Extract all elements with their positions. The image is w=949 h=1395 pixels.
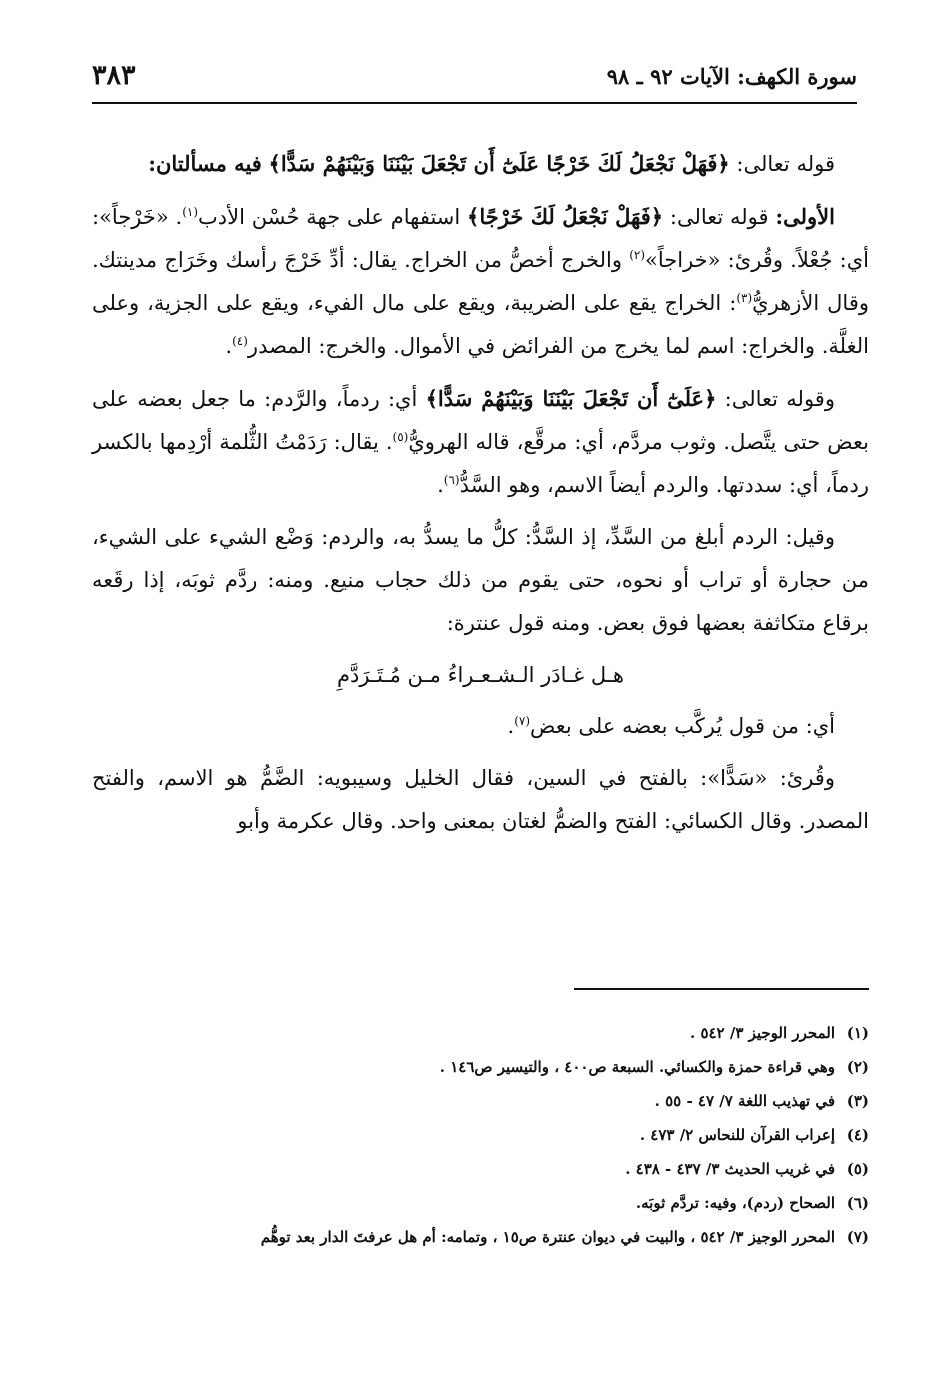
paragraph-5 xyxy=(92,705,869,748)
p2-text: قوله تعالى: xyxy=(669,205,769,229)
paragraph-1 xyxy=(92,142,869,186)
verse-text: هـل غـادَر الـشـعـراءُ مـن مُـتَـرَدَّمِ xyxy=(337,663,624,687)
quran-verse: ﴿فَهَلْ نَجْعَلُ لَكَ خَرْجًا عَلَىٰٓ أَن تَجْعَلَ بَيْنَنَا وَبَيْنَهُمْ سَدًّا﴾ xyxy=(268,151,730,176)
p1-lead: قوله تعالى: xyxy=(736,152,835,176)
footnote xyxy=(92,1220,869,1254)
p4-text: وقيل: الردم أبلغ من السَّدِّ، إذ السَّدُّ: كلُّ ما يسدُّ به، والردم: وَضْع الشيء على الشيء، من حجارة أو تراب أو نحوه، حتى يقوم من ذلك حجاب منيع. ومنه: ردَّم ثوبَه، إذا رقَعه برقاع متكاثفة بعضها فوق بعض. ومنه قول عنترة: xyxy=(92,525,869,635)
footnote-separator xyxy=(574,988,869,990)
paragraph-2 xyxy=(92,195,869,368)
footnote-text: المحرر الوجيز ٣/ ٥٤٢ . xyxy=(689,1024,835,1042)
p3-text: . xyxy=(437,473,444,497)
paragraph-3 xyxy=(92,377,869,507)
p2-lead: الأولى: xyxy=(775,204,835,229)
p3-text: أي: ردماً، والرَّدم: ما جعل بعضه على بعض حتى يتَّصل. وثوب مردَّم، أي: مرقَّع، قاله الهرويُّ xyxy=(92,387,869,454)
footnote xyxy=(92,1084,869,1118)
footnote-number: (٧) xyxy=(846,1228,869,1246)
footnote xyxy=(92,1016,869,1050)
footnote-text: المحرر الوجيز ٣/ ٥٤٢ ، والبيت في ديوان عنترة ص١٥ ، وتمامه: أم هل عرفتَ الدار بعد توهُّم xyxy=(260,1228,835,1246)
p3-text: . يقال: رَدَمْتُ الثُّلمة أرْدِمها بالكسر ردماً، أي: سددتها. والردم أيضاً الاسم، وهو السَّدُّ xyxy=(92,430,869,497)
footnote xyxy=(92,1152,869,1186)
footnote-ref[interactable]: (٦) xyxy=(443,473,460,487)
p2-text: . xyxy=(225,334,233,358)
p2-text: . «خَرْجاً»: أي: جُعْلاً. وقُرئ: «خراجاً» xyxy=(92,205,869,272)
footnote-text: وهي قراءة حمزة والكسائي. السبعة ص٤٠٠ ، والتيسير ص١٤٦ . xyxy=(439,1058,835,1076)
footnote-ref[interactable]: (١) xyxy=(182,205,199,219)
footnote xyxy=(92,1118,869,1152)
p1-tail: فيه مسألتان: xyxy=(148,151,262,176)
footnote-text: في غريب الحديث ٣/ ٤٣٧ - ٤٣٨ . xyxy=(625,1160,835,1178)
p2-text: استفهام على جهة حُسْن الأدب xyxy=(198,205,461,229)
p2-text: والخرج أخصُّ من الخراج. يقال: أدِّ خَرْجَ رأسك وخَرَاج مدينتك. وقال الأزهريُّ xyxy=(92,248,870,315)
paragraph-6 xyxy=(92,757,869,843)
running-title: سورة الكهف: الآيات ٩٢ ـ ٩٨ xyxy=(606,64,857,89)
footnote-number: (٤) xyxy=(846,1126,869,1144)
p3-text: وقوله تعالى: xyxy=(724,387,835,411)
main-text xyxy=(92,142,869,852)
footnote-ref[interactable]: (٣) xyxy=(736,291,753,305)
quran-verse: ﴿عَلَىٰٓ أَن تَجْعَلَ بَيْنَنَا وَبَيْنَهُمْ سَدًّا﴾ xyxy=(425,386,717,411)
footnote-number: (١) xyxy=(846,1024,869,1042)
footnote-number: (٥) xyxy=(846,1160,869,1178)
footnote-ref[interactable]: (٢) xyxy=(629,248,646,262)
poetry-verse xyxy=(92,654,869,697)
footnote-text: في تهذيب اللغة ٧/ ٤٧ - ٥٥ . xyxy=(654,1092,835,1110)
page-number: ٣٨٣ xyxy=(92,60,136,91)
p5-text: أي: من قول يُركَّب بعضه على بعض xyxy=(530,714,835,738)
quran-verse: ﴿فَهَلْ نَجْعَلُ لَكَ خَرْجًا﴾ xyxy=(467,204,664,229)
p5-text: . xyxy=(507,714,515,738)
footnotes xyxy=(92,1016,869,1254)
footnote-number: (٦) xyxy=(846,1194,869,1212)
footnote-ref[interactable]: (٤) xyxy=(232,334,248,348)
footnote-text: إعراب القرآن للنحاس ٢/ ٤٧٣ . xyxy=(639,1126,835,1144)
p6-text: وقُرئ: «سَدًّا»: بالفتح في السين، فقال الخليل وسيبويه: الضَّمُّ هو الاسم، والفتح المصدر. وقال الكسائي: الفتح والضمُّ لغتان بمعنى واحد. وقال عكرمة وأبو xyxy=(92,766,869,833)
footnote xyxy=(92,1050,869,1084)
page-header xyxy=(92,58,857,104)
footnote-ref[interactable]: (٥) xyxy=(392,430,409,444)
footnote xyxy=(92,1186,869,1220)
footnote-number: (٣) xyxy=(846,1092,869,1110)
footnote-ref[interactable]: (٧) xyxy=(514,714,531,728)
p2-text: : الخراج يقع على الضريبة، ويقع على مال الفيء، ويقع على الجزية، وعلى الغلَّة. والخراج: اسم لما يخرج من الفرائض في الأموال. والخرج: المصدر xyxy=(92,291,869,358)
paragraph-4 xyxy=(92,516,869,645)
footnote-number: (٢) xyxy=(846,1058,869,1076)
footnote-text: الصحاح (ردم)، وفيه: تردَّم ثوبَه. xyxy=(635,1194,835,1212)
